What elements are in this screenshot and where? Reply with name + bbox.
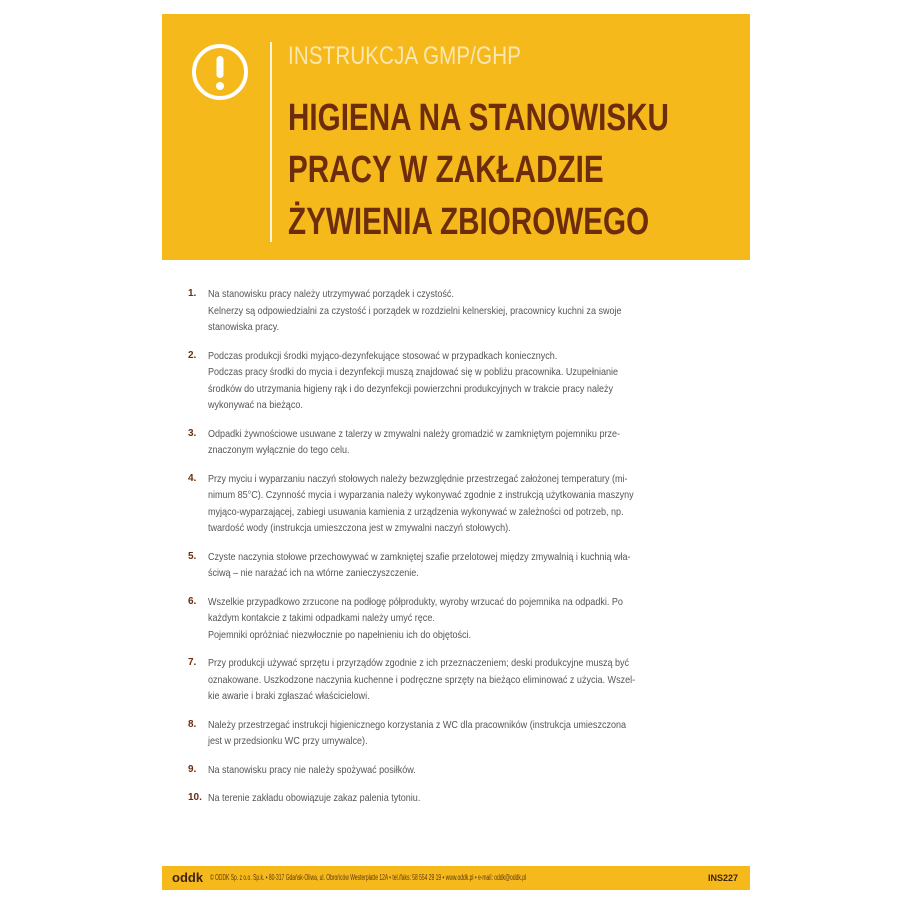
rule-line: stanowiska pracy. bbox=[208, 321, 280, 333]
rule-item bbox=[188, 790, 750, 807]
oddk-logo: oddk bbox=[172, 870, 204, 885]
rule-item bbox=[188, 594, 750, 644]
rule-line: Przy produkcji używać sprzętu i przyrządów zgodnie z ich przeznaczeniem; deski produkcyjne muszą być bbox=[208, 657, 630, 669]
rule-number: 8. bbox=[188, 718, 197, 730]
rule-number: 10. bbox=[188, 792, 202, 803]
rule-line: Należy przestrzegać instrukcji higienicznego korzystania z WC dla pracowników (instrukcja umieszczona bbox=[208, 718, 627, 731]
rule-line: oznakowane. Uszkodzone naczynia kuchenne i podręczne sprzęty na bieżąco eliminować z użycia. Wszel- bbox=[208, 673, 636, 686]
rule-line: Kelnerzy są odpowiedzialni za czystość i porządek w rozdzielni kelnerskiej, pracownicy kuchni za swoje bbox=[208, 304, 622, 317]
rule-line: ściwą – nie narażać ich na wtórne zanieczyszczenie. bbox=[208, 567, 419, 579]
rule-number: 5. bbox=[188, 550, 197, 562]
rule-line: Na stanowisku pracy nie należy spożywać posiłków. bbox=[208, 763, 416, 776]
rule-item bbox=[188, 717, 750, 750]
rule-line: Wszelkie przypadkowo zrzucone na podłogę półprodukty, wyroby wrzucać do pojemnika na odpadki. Po bbox=[208, 595, 623, 608]
rule-line: twardość wody (instrukcja umieszczona jest w zmywalni naczyń stołowych). bbox=[208, 522, 511, 534]
rule-line: Czyste naczynia stołowe przechowywać w zamkniętej szafie przelotowej między zmywalnią i kuchnią wła- bbox=[208, 550, 631, 563]
poster-title bbox=[288, 92, 669, 248]
rule-line: wykonywać na bieżąco. bbox=[208, 399, 303, 411]
exclamation-circle-icon bbox=[190, 42, 250, 102]
document-code: INS227 bbox=[707, 873, 738, 883]
rule-line: Na stanowisku pracy należy utrzymywać porządek i czystość. bbox=[208, 288, 454, 300]
rule-number: 2. bbox=[188, 349, 197, 361]
rule-number: 3. bbox=[188, 427, 197, 439]
rule-line: Podczas produkcji środki myjąco-dezynfekujące stosować w przypadkach koniecznych. bbox=[208, 349, 558, 362]
rule-text bbox=[208, 471, 744, 537]
rule-line: Przy myciu i wyparzaniu naczyń stołowych należy bezwzględnie przestrzegać założonej temperatury (mi- bbox=[208, 472, 628, 485]
rule-number: 7. bbox=[188, 657, 197, 668]
rule-line: jest w przedsionku WC przy umywalce). bbox=[208, 735, 368, 747]
rule-item bbox=[188, 762, 750, 779]
rule-line: nimum 85°C). Czynność mycia i wyparzania należy wykonywać zgodnie z instrukcją użytkowania maszyny bbox=[208, 489, 634, 501]
rule-item bbox=[188, 655, 750, 705]
rule-item bbox=[188, 426, 750, 459]
header-divider bbox=[270, 42, 272, 242]
rules-list bbox=[188, 286, 750, 819]
title-line: PRACY W ZAKŁADZIE bbox=[288, 149, 604, 191]
title-line: HIGIENA NA STANOWISKU bbox=[288, 97, 669, 139]
rule-text bbox=[208, 348, 744, 414]
rule-text bbox=[208, 717, 744, 750]
publisher-info: © ODDK Sp. z o.o. Sp.k. • 80-317 Gdańsk-Oliwa, ul. Obrońców Westerplatte 12A • tel./faks: 58 554 29 19 • www.oddk.pl • e-mail: oddk@oddk.pl bbox=[210, 873, 527, 882]
rule-line: Podczas pracy środki do mycia i dezynfekcji muszą znajdować się w pobliżu pracownika. Uzupełnianie bbox=[208, 366, 619, 378]
title-line: ŻYWIENIA ZBIOROWEGO bbox=[288, 201, 650, 243]
rule-number: 1. bbox=[188, 288, 197, 299]
rule-item bbox=[188, 471, 750, 537]
instruction-poster bbox=[162, 14, 750, 890]
rule-item bbox=[188, 286, 750, 336]
rule-line: każdym kontakcie z takimi odpadkami należy umyć ręce. bbox=[208, 612, 435, 624]
rule-text bbox=[208, 549, 744, 582]
instruction-kicker: INSTRUKCJA GMP/GHP bbox=[288, 42, 522, 70]
rule-text bbox=[208, 790, 744, 807]
rule-text bbox=[208, 286, 744, 336]
rule-line: Odpadki żywnościowe usuwane z talerzy w zmywalni należy gromadzić w zamkniętym pojemniku prze- bbox=[208, 427, 621, 440]
rule-text bbox=[208, 762, 744, 779]
rule-number: 9. bbox=[188, 763, 197, 775]
rule-number: 4. bbox=[188, 472, 197, 484]
rule-line: kie awarie i braki zgłaszać właścicielowi. bbox=[208, 690, 370, 702]
rule-line: środków do utrzymania higieny rąk i do dezynfekcji powierzchni produkcyjnych w trakcie pracy należy bbox=[208, 382, 614, 395]
rule-line: Na terenie zakładu obowiązuje zakaz palenia tytoniu. bbox=[208, 792, 421, 804]
rule-line: myjąco-wyparzającej, zabiegi usuwania kamienia z urządzenia wykonywać w zależności od potrzeb, np. bbox=[208, 505, 624, 518]
rule-item bbox=[188, 549, 750, 582]
rule-text bbox=[208, 426, 744, 459]
poster-footer bbox=[162, 866, 750, 890]
rule-line: znaczonym wyłącznie do tego celu. bbox=[208, 444, 350, 456]
rule-item bbox=[188, 348, 750, 414]
rule-number: 6. bbox=[188, 595, 197, 607]
rule-line: Pojemniki opróżniać niezwłocznie po napełnieniu ich do objętości. bbox=[208, 628, 472, 641]
rule-text bbox=[208, 655, 744, 705]
rule-text bbox=[208, 594, 744, 644]
poster-header bbox=[162, 14, 750, 260]
